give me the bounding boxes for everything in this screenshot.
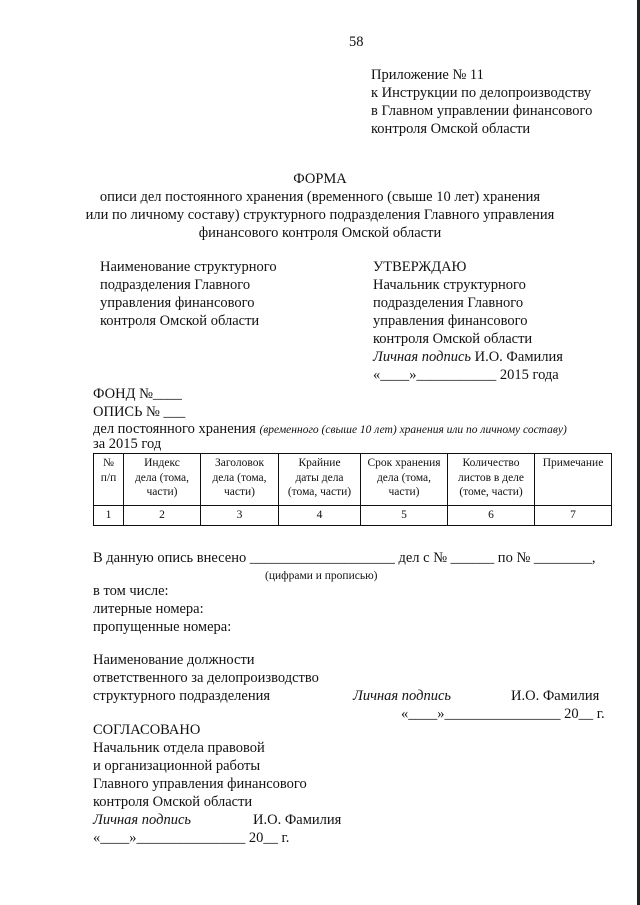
summary-skipped: пропущенные номера:	[93, 619, 232, 635]
column-number: 4	[279, 506, 361, 526]
responsible-date: «____»________________ 20__ г.	[401, 706, 605, 722]
header-number: № п/п	[94, 454, 124, 506]
table-row	[94, 506, 612, 526]
table-header-row	[94, 454, 612, 506]
column-number: 5	[361, 506, 448, 526]
page-number: 58	[349, 34, 364, 50]
approve-line: контроля Омской области	[373, 331, 533, 347]
appendix-line: Приложение № 11	[371, 67, 484, 83]
approve-line: управления финансового	[373, 313, 528, 329]
header-note: Примечание	[535, 454, 612, 506]
opis-year: за 2015 год	[93, 436, 162, 452]
form-subtitle-line: или по личному составу) структурного подразделения Главного управления	[85, 207, 555, 223]
opis-description-italic: (временного (свыше 10 лет) хранения или по личному составу)	[259, 424, 567, 436]
approve-date: «____»___________ 2015 года	[373, 367, 559, 383]
opis-description	[93, 421, 567, 439]
approve-signature	[373, 349, 563, 366]
agreed-heading: СОГЛАСОВАНО	[93, 722, 201, 738]
signature-name: И.О. Фамилия	[253, 812, 342, 828]
inventory-table	[93, 453, 612, 526]
column-number: 7	[535, 506, 612, 526]
unit-name-line: контроля Омской области	[100, 313, 260, 329]
header-retention: Срок хранения дела (тома, части)	[361, 454, 448, 506]
agreed-line: Начальник отдела правовой	[93, 740, 265, 756]
responsible-line: структурного подразделения	[93, 688, 271, 704]
form-subtitle-line: финансового контроля Омской области	[198, 225, 442, 241]
summary-including: в том числе:	[93, 583, 169, 599]
responsible-line: ответственного за делопроизводство	[93, 670, 319, 686]
responsible-line: Наименование должности	[93, 652, 255, 668]
unit-name-line: управления финансового	[100, 295, 255, 311]
signature-label: Личная подпись	[373, 349, 471, 365]
form-subtitle-line: описи дел постоянного хранения (временного (свыше 10 лет) хранения	[99, 189, 541, 205]
opis-number: ОПИСЬ № ___	[93, 404, 186, 420]
approve-line: Начальник структурного	[373, 277, 526, 293]
summary-liter: литерные номера:	[93, 601, 204, 617]
form-heading: ФОРМА	[293, 171, 347, 187]
signature-label: Личная подпись	[353, 688, 451, 704]
signature-name: И.О. Фамилия	[511, 688, 600, 704]
approve-heading: УТВЕРЖДАЮ	[373, 259, 467, 275]
column-number: 2	[124, 506, 201, 526]
column-number: 1	[94, 506, 124, 526]
column-number: 3	[201, 506, 279, 526]
agreed-line: и организационной работы	[93, 758, 261, 774]
header-index: Индекс дела (тома, части)	[124, 454, 201, 506]
agreed-line: контроля Омской области	[93, 794, 253, 810]
summary-hint: (цифрами и прописью)	[265, 570, 378, 582]
approve-line: подразделения Главного	[373, 295, 524, 311]
column-number: 6	[448, 506, 535, 526]
appendix-line: контроля Омской области	[371, 121, 531, 137]
agreed-date: «____»_______________ 20__ г.	[93, 830, 290, 846]
appendix-line: к Инструкции по делопроизводству	[371, 85, 592, 101]
header-dates: Крайние даты дела (тома, части)	[279, 454, 361, 506]
agreed-line: Главного управления финансового	[93, 776, 307, 792]
header-sheets: Количество листов в деле (томе, части)	[448, 454, 535, 506]
opis-description-main: дел постоянного хранения	[93, 421, 256, 437]
header-title: Заголовок дела (тома, части)	[201, 454, 279, 506]
signature-label: Личная подпись	[93, 812, 191, 828]
summary-line: В данную опись внесено ____________________ дел с № ______ по № ________,	[93, 550, 596, 566]
unit-name-line: Наименование структурного	[100, 259, 277, 275]
appendix-line: в Главном управлении финансового	[371, 103, 593, 119]
fond-number: ФОНД №____	[93, 386, 182, 402]
unit-name-line: подразделения Главного	[100, 277, 251, 293]
signature-name: И.О. Фамилия	[474, 349, 563, 365]
